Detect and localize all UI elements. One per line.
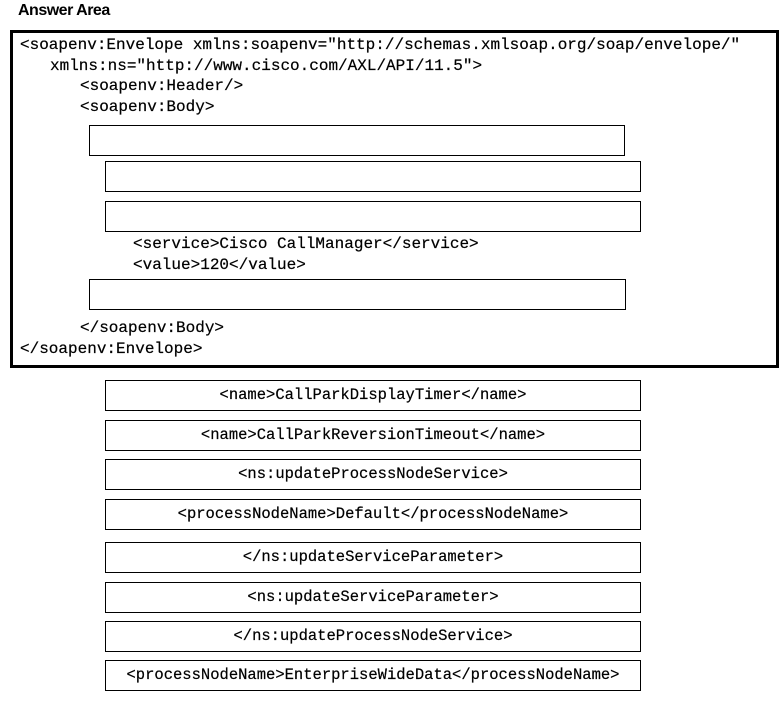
code-line: </soapenv:Envelope> <box>20 340 203 358</box>
option-tile[interactable]: <ns:updateServiceParameter> <box>105 582 641 613</box>
option-tile[interactable]: <name>CallParkDisplayTimer</name> <box>105 380 641 411</box>
code-line: <value>120</value> <box>133 256 306 274</box>
code-line: </soapenv:Body> <box>80 319 225 337</box>
code-line: <soapenv:Envelope xmlns:soapenv=″http://schemas.xmlsoap.org/soap/envelope/″ <box>20 36 741 54</box>
drop-slot-1[interactable] <box>89 125 625 156</box>
option-tile[interactable]: </ns:updateServiceParameter> <box>105 542 641 573</box>
drop-slot-2[interactable] <box>105 161 641 192</box>
code-line: <soapenv:Body> <box>80 98 215 116</box>
option-tile[interactable]: <name>CallParkReversionTimeout</name> <box>105 420 641 451</box>
code-line: xmlns:ns=″http://www.cisco.com/AXL/API/11.5″> <box>50 57 483 75</box>
code-line: <soapenv:Header/> <box>80 77 244 95</box>
option-tile[interactable]: </ns:updateProcessNodeService> <box>105 621 641 652</box>
drop-slot-3[interactable] <box>105 201 641 232</box>
option-tile[interactable]: <processNodeName>EnterpriseWideData</processNodeName> <box>105 660 641 691</box>
code-line: <service>Cisco CallManager</service> <box>133 235 479 253</box>
answer-area-title: Answer Area <box>18 2 110 19</box>
option-tile[interactable]: <processNodeName>Default</processNodeName> <box>105 499 641 530</box>
drop-slot-4[interactable] <box>89 279 626 310</box>
option-tile[interactable]: <ns:updateProcessNodeService> <box>105 459 641 490</box>
